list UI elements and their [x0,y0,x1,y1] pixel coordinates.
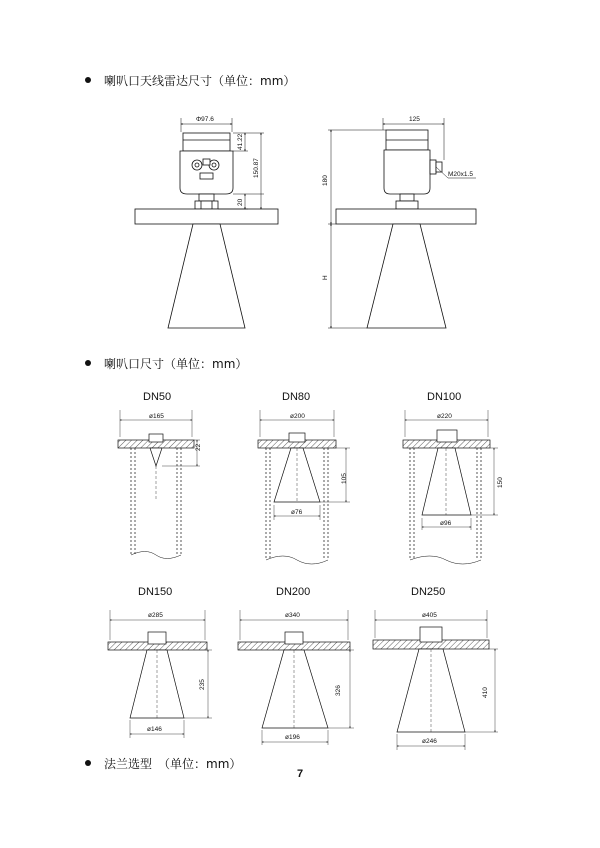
side-width-label: 125 [409,116,420,123]
side-horn-height-label: H [322,275,329,280]
dn100-bottom-label: ø96 [440,520,452,527]
front-diameter-label: Φ97.6 [196,116,214,123]
dn80-title: DN80 [282,391,311,403]
dn250-drawing [373,610,498,750]
dn100-drawing [403,410,498,564]
dn80-flange-label: ø200 [290,413,305,420]
side-height-label: 180 [322,175,329,186]
dn200-bottom-label: ø196 [285,734,300,741]
dn50-depth-label: 22 [195,443,202,451]
dn250-title: DN250 [411,586,446,598]
section-title-flange: 法兰选型 （单位：mm） [104,757,242,771]
dn250-bottom-label: ø246 [422,738,437,745]
dn50-title: DN50 [143,391,172,403]
section-title-horn-size: 喇叭口尺寸（单位：mm） [104,357,248,371]
front-body-height-label: 150.87 [253,158,260,178]
front-neck-height-label: 20 [237,198,244,206]
section-title-horn-radar: 喇叭口天线雷达尺寸（单位：mm） [104,74,296,88]
dn200-flange-label: ø340 [285,612,300,619]
dn150-drawing [108,610,212,738]
dn80-bottom-label: ø76 [291,509,303,516]
dn150-depth-label: 235 [199,679,206,690]
dn50-drawing [118,410,200,559]
dn100-title: DN100 [427,391,462,403]
dn150-flange-label: ø285 [148,612,163,619]
dn150-bottom-label: ø146 [147,726,162,733]
front-view-drawing [135,118,278,328]
side-gland-label: M20x1.5 [448,171,473,178]
dn100-depth-label: 150 [497,477,504,488]
page-number: 7 [296,768,304,780]
side-view-drawing [328,118,476,328]
dn250-flange-label: ø405 [422,612,437,619]
dn250-depth-label: 410 [482,687,489,698]
front-cap-height-label: 41.22 [237,133,244,150]
dn50-flange-label: ø165 [149,413,164,420]
dn200-depth-label: 326 [335,685,342,696]
dn80-depth-label: 105 [341,473,348,484]
dn200-drawing [238,610,354,745]
dn150-title: DN150 [138,586,173,598]
dn200-title: DN200 [276,586,311,598]
dn80-drawing [258,410,350,564]
dn100-flange-label: ø220 [437,413,452,420]
